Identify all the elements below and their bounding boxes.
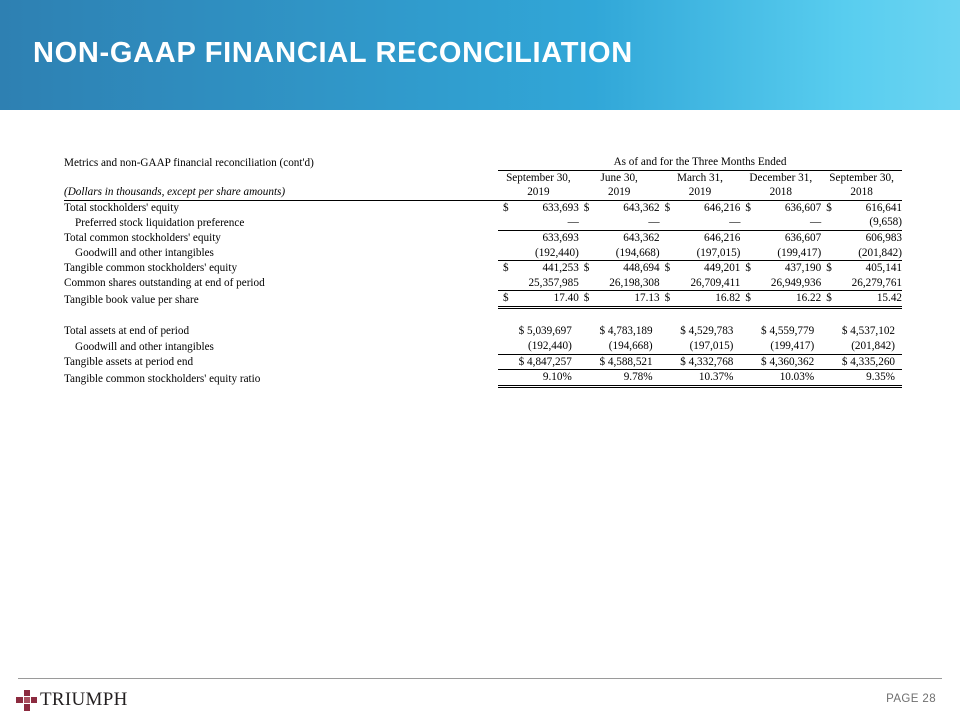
- row-value: $ 5,039,697: [518, 325, 572, 338]
- row-label: Total assets at end of period: [64, 325, 190, 338]
- currency-symbol: $: [664, 262, 671, 275]
- row-value: $ 4,335,260: [841, 355, 895, 368]
- brand-logo: [16, 689, 128, 711]
- spacer-cell: [498, 307, 579, 324]
- currency-symbol: $: [826, 262, 832, 275]
- currency-symbol: $: [583, 292, 590, 305]
- column-header-month-4: September 30,: [829, 171, 894, 184]
- row-value: (201,842): [821, 246, 902, 261]
- currency-symbol: $: [826, 201, 832, 214]
- value-text: 437,190: [784, 262, 822, 275]
- table-spacer-row: [64, 307, 902, 324]
- row-label: Total stockholders' equity: [64, 201, 179, 214]
- column-header-month-row: [64, 170, 902, 185]
- spacer-cell: [660, 307, 741, 324]
- cross-arm-right: [31, 697, 38, 703]
- page-title: NON-GAAP FINANCIAL RECONCILIATION: [33, 37, 633, 69]
- row-value: 26,709,411: [660, 276, 741, 291]
- spacer-cell: [64, 307, 498, 324]
- row-value: [821, 261, 902, 276]
- cross-center: [24, 697, 30, 703]
- row-value: 9.35%: [821, 370, 902, 387]
- value-text: 16.82: [715, 292, 741, 305]
- row-value: [498, 291, 579, 308]
- column-header-month-2: March 31,: [677, 171, 723, 184]
- row-value: 26,949,936: [740, 276, 821, 291]
- spacer-cell: [64, 170, 498, 185]
- row-value: $ 4,332,768: [680, 355, 734, 368]
- triumph-cross-icon: [16, 690, 37, 711]
- table-row: [64, 246, 902, 261]
- value-text: 17.40: [553, 292, 579, 305]
- row-value: $ 4,537,102: [841, 325, 895, 338]
- currency-symbol: $: [583, 201, 590, 214]
- currency-symbol: $: [745, 262, 751, 275]
- row-value: (192,440): [498, 339, 579, 354]
- column-header-month-3: December 31,: [749, 171, 813, 184]
- currency-symbol: $: [583, 262, 590, 275]
- row-label: Tangible common stockholders' equity: [64, 262, 238, 275]
- table-row: [64, 354, 902, 370]
- column-header-month-1: June 30,: [600, 171, 638, 184]
- page-number: PAGE 28: [886, 693, 936, 705]
- value-text: 449,201: [704, 262, 741, 275]
- column-header-year-1: 2019: [579, 185, 660, 200]
- row-label: Goodwill and other intangibles: [75, 247, 214, 260]
- value-text: 448,694: [623, 262, 660, 275]
- row-value: (194,668): [579, 339, 660, 354]
- row-label: Total common stockholders' equity: [64, 231, 221, 244]
- row-value: 9.10%: [498, 370, 579, 387]
- cross-arm-top: [24, 690, 30, 697]
- column-header-year-0: 2019: [498, 185, 579, 200]
- row-value: 9.78%: [579, 370, 660, 387]
- column-header-year-row: [64, 185, 902, 200]
- row-value: $ 4,360,362: [761, 355, 815, 368]
- row-label: Tangible book value per share: [64, 293, 199, 306]
- value-text: 441,253: [542, 262, 579, 275]
- row-value: [579, 261, 660, 276]
- row-value: 633,693: [542, 231, 579, 244]
- cross-arm-left: [16, 697, 23, 703]
- currency-symbol: $: [503, 292, 509, 305]
- row-label: Common shares outstanding at end of period: [64, 277, 265, 290]
- table-row: [64, 339, 902, 354]
- row-value: [498, 200, 579, 215]
- brand-name: TRIUMPH: [40, 689, 128, 710]
- table-row: [64, 200, 902, 215]
- column-header-month-0: September 30,: [506, 171, 571, 184]
- row-value: [740, 291, 821, 308]
- row-value: —: [498, 215, 579, 230]
- row-value: $ 4,529,783: [680, 325, 734, 338]
- column-header-year-2: 2019: [660, 185, 741, 200]
- row-value: 26,198,308: [579, 276, 660, 291]
- row-value: 606,983: [865, 231, 902, 244]
- row-value: [821, 291, 902, 308]
- row-value: [498, 261, 579, 276]
- title-banner: [0, 0, 960, 110]
- table-row: [64, 261, 902, 276]
- row-value: [660, 200, 741, 215]
- row-value: 10.37%: [660, 370, 741, 387]
- currency-symbol: $: [664, 292, 671, 305]
- value-text: 616,641: [865, 201, 902, 214]
- row-value: [740, 200, 821, 215]
- row-value: $ 4,588,521: [599, 355, 653, 368]
- footer-divider: [18, 678, 942, 679]
- value-text: 17.13: [634, 292, 660, 305]
- value-text: 15.42: [876, 292, 902, 305]
- value-text: 405,141: [865, 262, 902, 275]
- row-value: (197,015): [660, 339, 741, 354]
- row-value: (199,417): [740, 339, 821, 354]
- spacer-cell: [740, 307, 821, 324]
- spacer-cell: [821, 307, 902, 324]
- cross-arm-bottom: [24, 704, 30, 711]
- table-row: [64, 276, 902, 291]
- row-value: $ 4,559,779: [761, 325, 815, 338]
- row-value: (9,658): [821, 215, 902, 230]
- table-row: [64, 370, 902, 387]
- group-header: As of and for the Three Months Ended: [498, 155, 902, 170]
- column-header-year-4: 2018: [821, 185, 902, 200]
- row-value: —: [740, 215, 821, 230]
- row-value: 26,279,761: [821, 276, 902, 291]
- row-value: $ 4,783,189: [599, 325, 653, 338]
- spacer-cell: [579, 307, 660, 324]
- row-value: 10.03%: [740, 370, 821, 387]
- row-value: [740, 261, 821, 276]
- table-row: [64, 291, 902, 308]
- row-value: (199,417): [740, 246, 821, 261]
- row-label: Tangible common stockholders' equity ratio: [64, 372, 261, 385]
- row-value: (194,668): [579, 246, 660, 261]
- row-value: (201,842): [821, 339, 902, 354]
- value-text: 646,216: [704, 201, 741, 214]
- currency-symbol: $: [503, 201, 509, 214]
- currency-symbol: $: [503, 262, 509, 275]
- table-row: [64, 230, 902, 245]
- row-value: [660, 261, 741, 276]
- value-text: 633,693: [542, 201, 579, 214]
- non-gaap-reconciliation-table: [64, 155, 902, 388]
- column-header-year-3: 2018: [740, 185, 821, 200]
- value-text: 16.22: [796, 292, 822, 305]
- row-value: 636,607: [784, 231, 822, 244]
- row-value: —: [660, 215, 741, 230]
- currency-symbol: $: [745, 292, 751, 305]
- value-text: 643,362: [623, 201, 660, 214]
- value-text: 636,607: [784, 201, 822, 214]
- currency-symbol: $: [745, 201, 751, 214]
- row-label: Tangible assets at period end: [64, 356, 194, 369]
- table-caption-row: [64, 155, 902, 170]
- units-note: (Dollars in thousands, except per share amounts): [64, 185, 498, 200]
- row-value: $ 4,847,257: [518, 355, 572, 368]
- financial-table-container: [64, 155, 902, 388]
- row-label: Goodwill and other intangibles: [75, 340, 214, 353]
- row-value: (197,015): [660, 246, 741, 261]
- table-row: [64, 215, 902, 230]
- table-body: [64, 155, 902, 386]
- row-value: [579, 200, 660, 215]
- table-caption: Metrics and non-GAAP financial reconciliation (cont'd): [64, 156, 314, 169]
- row-value: 646,216: [704, 231, 741, 244]
- currency-symbol: $: [826, 292, 832, 305]
- row-value: [660, 291, 741, 308]
- row-value: —: [579, 215, 660, 230]
- row-value: [579, 291, 660, 308]
- row-label: Preferred stock liquidation preference: [75, 216, 245, 229]
- row-value: [821, 200, 902, 215]
- row-value: 643,362: [623, 231, 660, 244]
- table-row: [64, 324, 902, 339]
- currency-symbol: $: [664, 201, 671, 214]
- row-value: 25,357,985: [498, 276, 579, 291]
- row-value: (192,440): [498, 246, 579, 261]
